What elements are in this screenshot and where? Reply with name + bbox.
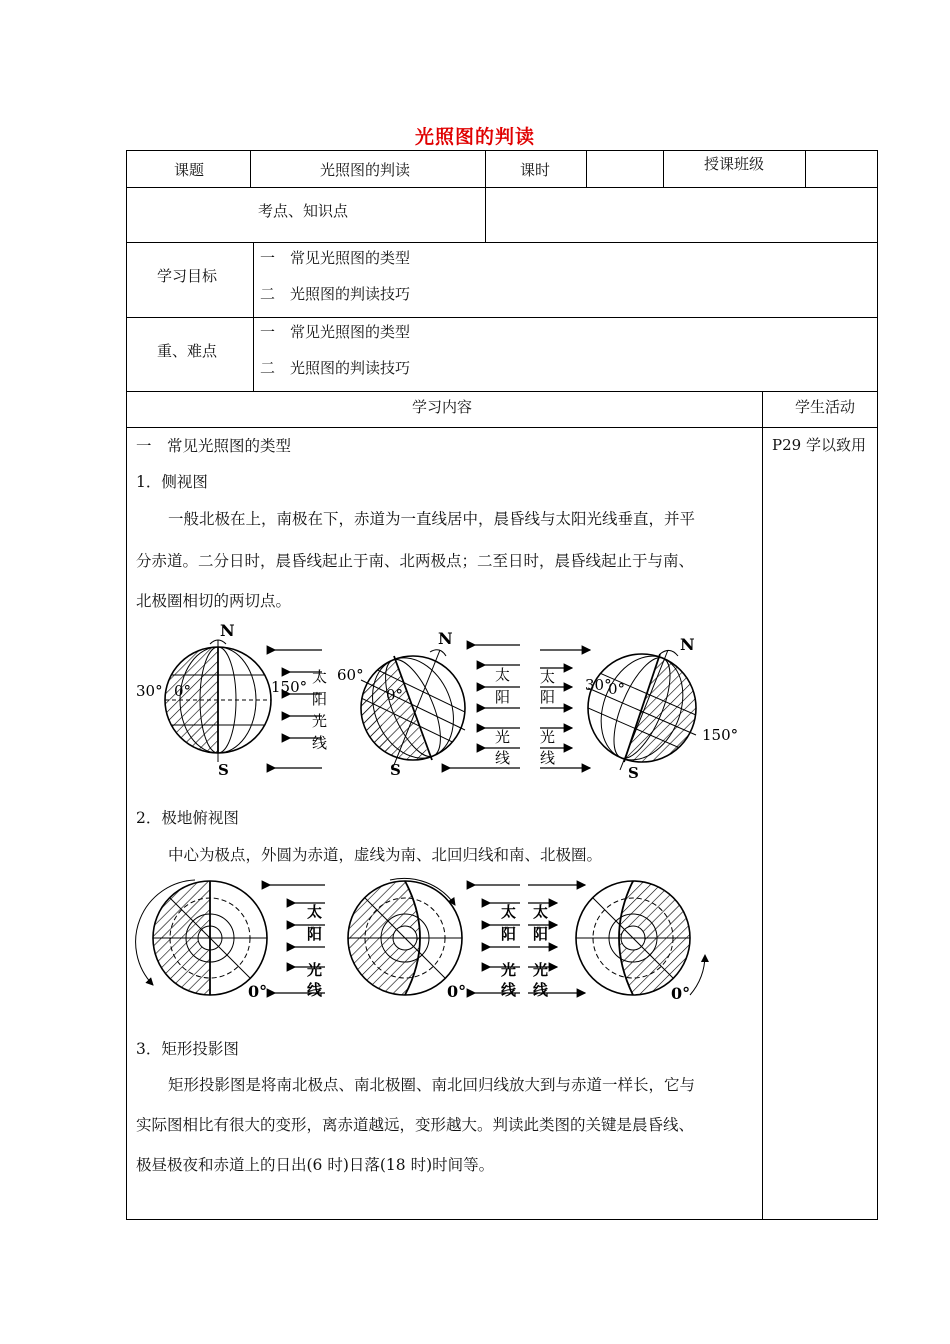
figure-label: 线	[312, 734, 328, 752]
figure-label: 阳	[307, 925, 323, 943]
goals-label: 学习目标	[157, 267, 218, 285]
figure-label: 太	[540, 668, 556, 686]
polar-view-figure	[135, 875, 725, 1010]
south-label: S	[218, 761, 229, 779]
figure-label: 光	[307, 961, 323, 979]
paragraph-line: 中心为极点，外圆为赤道，虚线为南、北回归线和南、北极圈。	[168, 846, 603, 864]
figure-label: 线	[501, 981, 517, 999]
figure-label: 光	[501, 961, 517, 979]
figure-label: 线	[540, 749, 556, 767]
keypoint-item-2: 二 光照图的判读技巧	[260, 359, 411, 377]
paragraph-line: 一般北极在上，南极在下，赤道为一直线居中，晨昏线与太阳光线垂直，并平	[168, 510, 696, 528]
figure-label: 太	[312, 668, 328, 686]
paragraph-line: 北极圈相切的两切点。	[136, 592, 292, 610]
deg-150-label: 150°	[271, 678, 308, 696]
figure-label: 光	[540, 728, 556, 746]
figure-label: 光	[533, 961, 549, 979]
figure-label: 阳	[495, 688, 511, 706]
paragraph-line: 实际图相比有很大的变形，离赤道越远，变形越大。判读此类图的关键是晨昏线、	[136, 1116, 695, 1134]
deg-30-label: 30°	[136, 682, 163, 700]
deg-0-label: 0°	[671, 984, 691, 1003]
figure-label: 阳	[533, 925, 549, 943]
figure-label: 太	[501, 903, 517, 921]
deg-0-label: 0°	[386, 686, 404, 704]
section-heading: 一 常见光照图的类型	[136, 437, 292, 455]
keypoints-label: 重、难点	[157, 342, 218, 360]
north-label: N	[220, 621, 235, 640]
north-label: N	[438, 629, 453, 648]
globe-summer-solstice	[358, 645, 469, 770]
deg-0-label: 0°	[447, 982, 467, 1001]
figure-label: 太	[307, 903, 323, 921]
polar-globe-3	[576, 881, 705, 995]
subsection-title-1: 1．侧视图	[136, 473, 208, 491]
deg-0-label: 0°	[174, 682, 192, 700]
paragraph-line: 分赤道。二分日时，晨昏线起止于南、北两极点；二至日时，晨昏线起止于与南、	[136, 552, 695, 570]
deg-0-label: 0°	[248, 982, 268, 1001]
goal-item-1: 一 常见光照图的类型	[260, 249, 411, 267]
figure-label: 阳	[312, 690, 328, 708]
subsection-title-2: 2．极地俯视图	[136, 809, 239, 827]
deg-0-label: 0°	[608, 680, 626, 698]
activity-header: 学生活动	[795, 398, 856, 416]
figure-label: 线	[307, 981, 323, 999]
figure-label: 太	[533, 903, 549, 921]
deg-150-label: 150°	[702, 726, 739, 744]
globe-winter-solstice	[586, 643, 698, 772]
figure-label: 光	[495, 728, 511, 746]
knowledge-label: 考点、知识点	[258, 202, 349, 220]
globe-equinox	[165, 640, 271, 762]
figure-label: 光	[312, 712, 328, 730]
paragraph-line: 极昼极夜和赤道上的日出(6 时)日落(18 时)时间等。	[136, 1156, 495, 1174]
subsection-title-3: 3．矩形投影图	[136, 1040, 239, 1058]
figure-label: 线	[495, 749, 511, 767]
content-header: 学习内容	[412, 398, 473, 416]
figure-label: 线	[533, 981, 549, 999]
figure-label: 阳	[501, 925, 517, 943]
topic-value: 光照图的判读	[320, 161, 411, 179]
goal-item-2: 二 光照图的判读技巧	[260, 285, 411, 303]
class-label: 授课班级	[704, 155, 765, 173]
north-label: N	[680, 635, 695, 654]
figure-label: 太	[495, 666, 511, 684]
side-view-figure	[130, 620, 760, 785]
deg-30-label: 30°	[585, 676, 612, 694]
figure-label: 阳	[540, 688, 556, 706]
south-label: S	[390, 761, 401, 779]
south-label: S	[628, 764, 639, 782]
paragraph-line: 矩形投影图是将南北极点、南北极圈、南北回归线放大到与赤道一样长，它与	[168, 1076, 696, 1094]
keypoint-item-1: 一 常见光照图的类型	[260, 323, 411, 341]
activity-note: P29 学以致用	[772, 436, 866, 454]
deg-60-label: 60°	[337, 666, 364, 684]
polar-globe-1	[136, 880, 267, 996]
topic-label: 课题	[174, 161, 205, 179]
page-title: 光照图的判读	[414, 126, 535, 148]
period-label: 课时	[520, 161, 551, 179]
polar-globe-2	[348, 878, 462, 995]
